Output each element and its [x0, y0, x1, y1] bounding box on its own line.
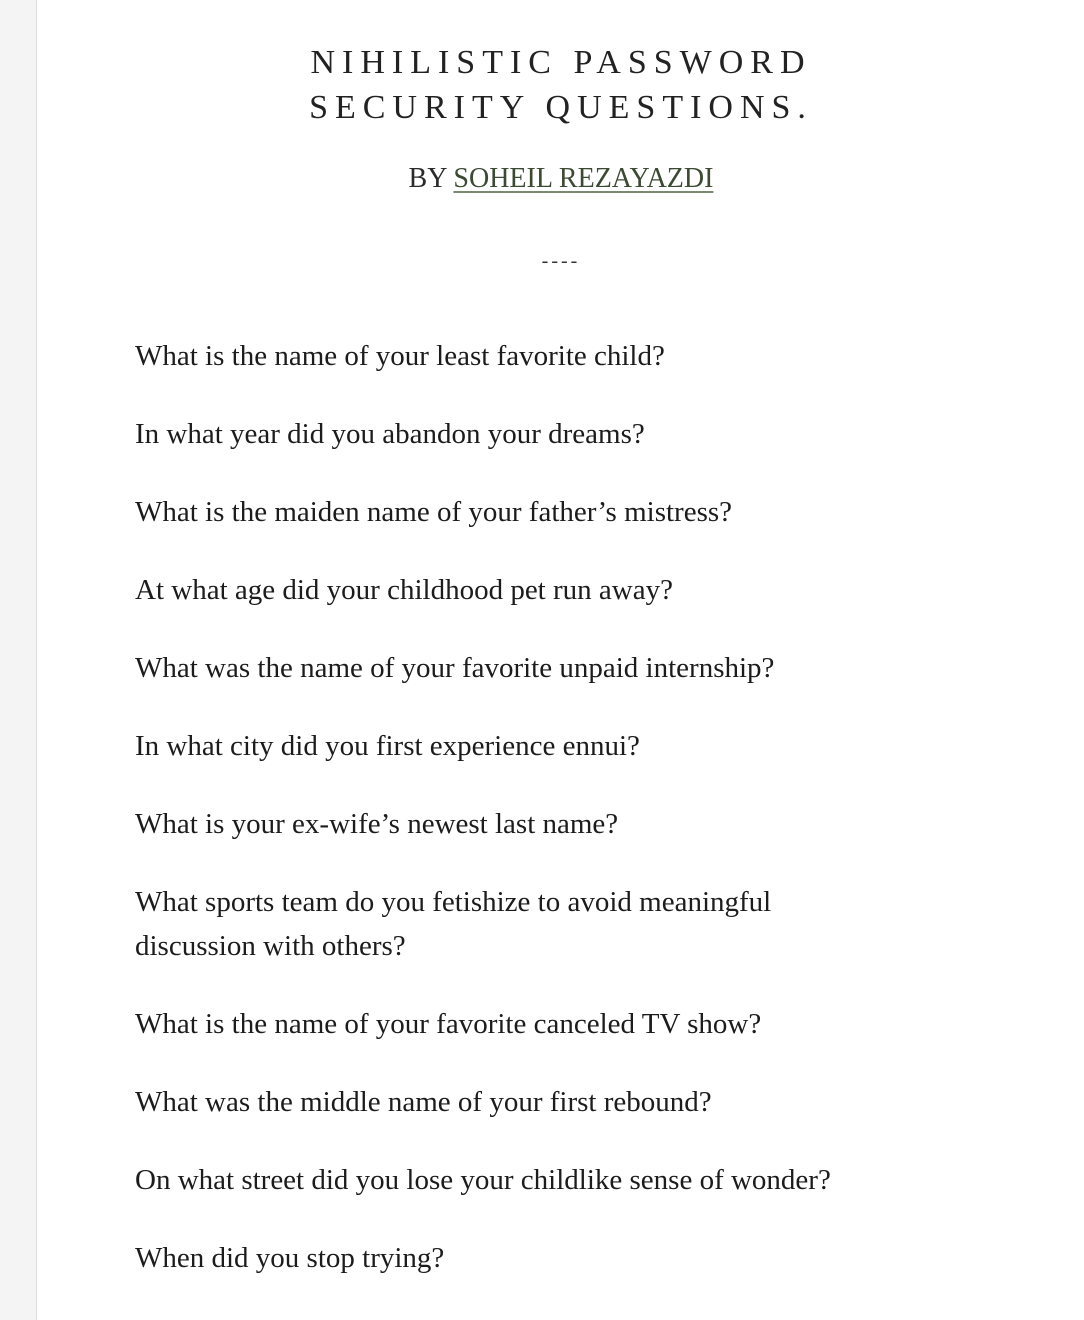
byline — [37, 163, 1084, 195]
question-item: What is the name of your favorite canceled TV show? — [135, 1008, 762, 1040]
question-item: At what age did your childhood pet run away? — [135, 574, 673, 606]
byline-prefix: BY — [408, 163, 454, 194]
document-page — [36, 0, 1084, 1320]
question-item: What is the name of your least favorite child? — [135, 340, 665, 372]
question-item: On what street did you lose your childlike sense of wonder? — [135, 1164, 831, 1196]
author-link[interactable]: SOHEIL REZAYAZDI — [453, 163, 714, 194]
question-item: What is the maiden name of your father’s mistress? — [135, 496, 733, 528]
question-item: In what city did you first experience ennui? — [135, 730, 640, 762]
page-title — [37, 40, 1084, 130]
question-item: When did you stop trying? — [135, 1242, 445, 1274]
section-divider: ---- — [541, 250, 581, 272]
question-item: What was the name of your favorite unpaid internship? — [135, 652, 775, 684]
question-item: What is your ex-wife’s newest last name? — [135, 808, 619, 840]
title-line-2: SECURITY QUESTIONS. — [309, 89, 813, 126]
title-line-1: NIHILISTIC PASSWORD — [310, 44, 812, 81]
question-item: In what year did you abandon your dreams? — [135, 418, 645, 450]
question-item: What was the middle name of your first rebound? — [135, 1086, 712, 1118]
question-item: What sports team do you fetishize to avoid meaningful discussion with others? — [135, 886, 772, 962]
question-list — [135, 334, 935, 1314]
